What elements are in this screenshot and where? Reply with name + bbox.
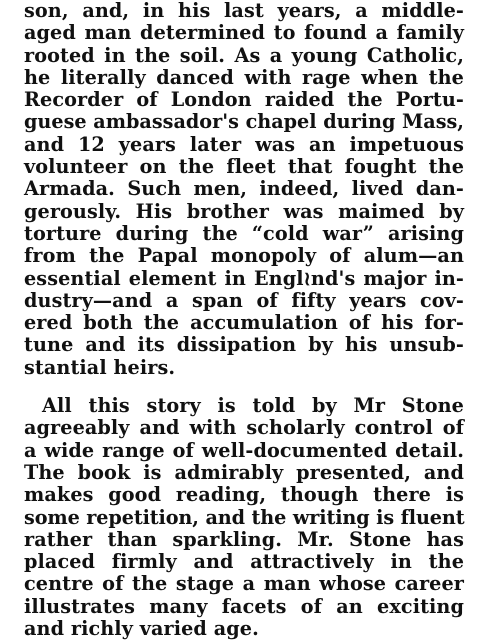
text-line: guese ambassador's chapel during Mass,	[24, 110, 464, 134]
text-line: son, and, in his last years, a middle-	[24, 0, 464, 22]
text-line: gerously. His brother was maimed by	[24, 199, 464, 223]
text-line: illustrates many facets of an exciting	[24, 594, 464, 618]
text-line: rooted in the soil. As a young Catholic,	[24, 43, 464, 67]
text-line: centre of the stage a man whose career	[24, 572, 464, 596]
text-line: and richly varied age.	[24, 617, 259, 641]
paragraph-2	[24, 395, 464, 640]
paragraph-1	[24, 0, 464, 379]
text-line: from the Papal monopoly of alum—an	[24, 244, 464, 268]
text-line: All this story is told by Mr Stone	[42, 394, 464, 418]
text-line: agreeably and with scholarly control of	[24, 416, 464, 440]
text-line: some repetition, and the writing is fluent	[24, 505, 465, 529]
article-text	[24, 0, 464, 644]
text-line: makes good reading, though there is	[24, 483, 464, 507]
text-line: a wide range of well-documented detail.	[24, 438, 464, 462]
text-line: ered both the accumulation of his for-	[24, 311, 464, 335]
text-line: he literally danced with rage when the	[24, 65, 464, 89]
text-line: aged man determined to found a family	[24, 21, 464, 45]
text-line: stantial heirs.	[24, 355, 176, 379]
text-line: volunteer on the fleet that fought the	[24, 155, 464, 179]
text-line: Armada. Such men, indeed, lived dan-	[24, 177, 464, 201]
text-line: The book is admirably presented, and	[24, 460, 464, 484]
text-line: placed firmly and attractively in the	[24, 550, 464, 574]
text-line: Recorder of London raided the Portu-	[24, 88, 464, 112]
text-line: dustry—and a span of fifty years cov-	[24, 288, 464, 312]
text-line: tune and its dissipation by his unsub-	[24, 333, 464, 357]
text-line: torture during the “cold war” arising	[24, 221, 464, 245]
text-line: and 12 years later was an impetuous	[24, 132, 464, 156]
text-line: essential element in Engl≀nd's major in-	[24, 266, 464, 290]
text-line: rather than sparkling. Mr. Stone has	[24, 527, 464, 551]
